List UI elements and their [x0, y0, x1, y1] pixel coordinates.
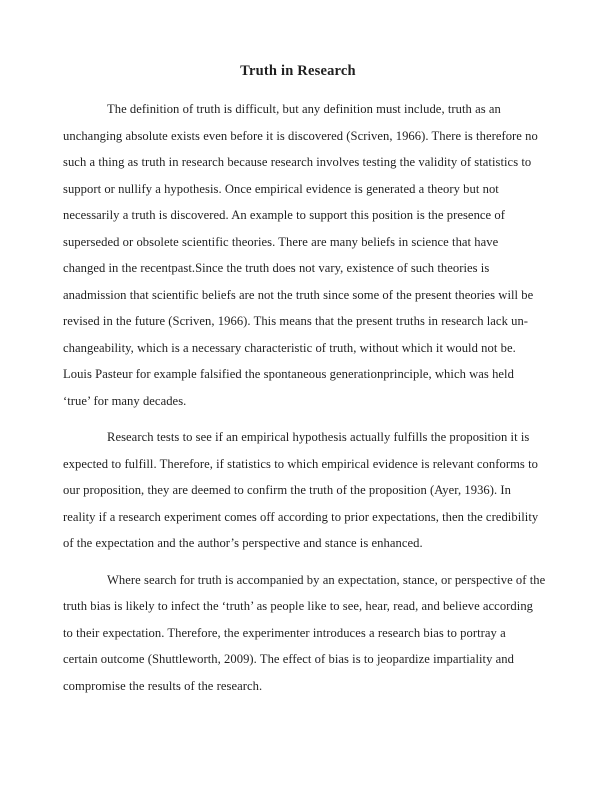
text-line: Research tests to see if an empirical hypothesis actually fulfills the proposition it is	[107, 430, 530, 444]
document-body	[63, 96, 606, 699]
document-title: Truth in Research	[240, 63, 356, 79]
text-line: unchanging absolute exists even before it is discovered (Scriven, 1966). There is therefore no	[63, 128, 538, 143]
text-line: superseded or obsolete scientific theories. There are many beliefs in science that have	[63, 234, 499, 249]
text-line: The definition of truth is difficult, but any definition must include, truth as an	[107, 102, 501, 116]
text-line: of the expectation and the author’s perspective and stance is enhanced.	[63, 536, 423, 550]
text-line: to their expectation. Therefore, the experimenter introduces a research bias to portray a	[63, 625, 506, 640]
text-line: Where search for truth is accompanied by an expectation, stance, or perspective of the	[107, 572, 546, 587]
text-line: changed in the recentpast.Since the truth does not vary, existence of such theories is	[63, 261, 490, 275]
text-line: such a thing as truth in research because research involves testing the validity of statistics to	[63, 155, 532, 169]
text-line: support or nullify a hypothesis. Once empirical evidence is generated a theory but not	[63, 181, 499, 196]
paragraph	[63, 567, 606, 700]
text-line: reality if a research experiment comes off according to prior expectations, then the credibility	[63, 509, 539, 524]
text-line: compromise the results of the research.	[63, 678, 263, 693]
paragraph	[63, 96, 606, 414]
text-line: expected to fulfill. Therefore, if statistics to which empirical evidence is relevant conforms to	[63, 456, 538, 471]
text-line: ‘true’ for many decades.	[63, 393, 187, 408]
text-line: our proposition, they are deemed to confirm the truth of the proposition (Ayer, 1936). In	[63, 483, 512, 497]
text-line: anadmission that scientific beliefs are not the truth since some of the present theories will be	[63, 287, 534, 302]
text-line: changeability, which is a necessary characteristic of truth, without which it would not be.	[63, 340, 516, 355]
text-line: necessarily a truth is discovered. An example to support this position is the presence of	[63, 208, 505, 222]
paragraph	[63, 424, 606, 557]
text-line: Louis Pasteur for example falsified the spontaneous generationprinciple, which was held	[63, 367, 514, 381]
text-line: certain outcome (Shuttleworth, 2009). The effect of bias is to jeopardize impartiality and	[63, 652, 514, 666]
text-line: truth bias is likely to infect the ‘truth’ as people like to see, hear, read, and believe according	[63, 599, 534, 613]
text-line: revised in the future (Scriven, 1966). This means that the present truths in research lack un-	[63, 314, 529, 328]
